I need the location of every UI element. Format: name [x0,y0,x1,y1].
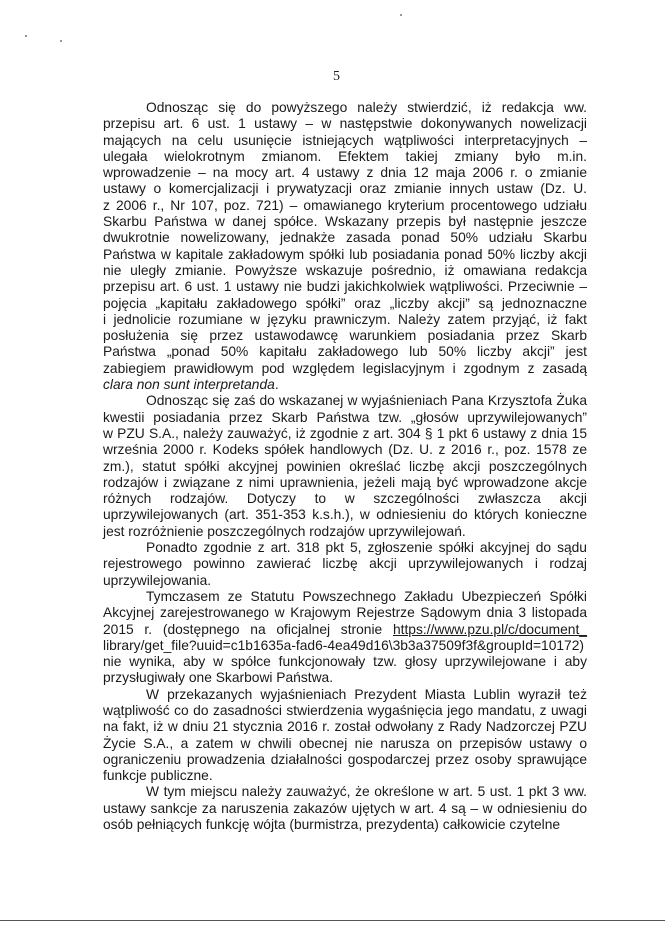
text-line: Skarbu Państwa w danej spółce. Wskazany przepis był następnie jeszcze [103,214,587,230]
text-line: W przekazanych wyjaśnieniach Prezydent Miasta Lublin wyraził też [146,686,587,702]
text-fragment: 2015 r. (dostępnego na oficjalnej stronie [103,621,393,637]
text-line: z 2006 r., Nr 107, poz. 721) – omawianego kryterium procentowego udziału [103,197,587,213]
text-line: ustawy sankcje za naruszenia zakazów ujętych w art. 4 są – w odniesieniu do [103,800,587,816]
paragraph [103,393,587,540]
text-line: nie uległy zmianie. Powyższe wskazuje pośrednio, iż omawiana redakcja [103,262,587,278]
text-line: ulegała wielokrotnym zmianom. Efektem takiej zmiany było m.in. [103,148,587,164]
text-line: funkcje publiczne. [103,768,213,784]
text-line: Akcyjnej zarejestrowanego w Krajowym Rejestrze Sądowym dnia 3 listopada [103,605,587,621]
text-line: zabiegiem prawidłowym pod względem legislacyjnym i zgodnym z zasadą [103,360,587,376]
latin-phrase: clara non sunt interpretanda [103,377,275,393]
text-line: ograniczeniu prowadzenia działalności gospodarczej przez osoby sprawujące [103,751,587,767]
text-line: Odnosząc się do powyższego należy stwierdzić, iż redakcja ww. [146,100,587,115]
text-line: uprzywilejowania. [103,572,212,588]
document-body [103,100,587,833]
paragraph [103,100,587,393]
text-line: w PZU S.A., należy zauważyć, iż zgodnie z art. 304 § 1 pkt 6 ustawy z dnia 15 [103,425,587,441]
text-line: pojęcia „kapitału zakładowego spółki” oraz „liczby akcji” są jednoznaczne [103,295,587,311]
text-line: uprzywilejowanych (art. 351-353 k.s.h.), w odniesieniu do których konieczne [103,507,587,523]
text-line: ustawy o komercjalizacji i prywatyzacji oraz zmianie innych ustaw (Dz. U. [103,181,587,197]
text-line: mających na celu usunięcie istniejących wątpliwości interpretacyjnych – [103,132,587,148]
text-line: przepisu art. 6 ust. 1 ustawy – w następstwie dokonywanych nowelizacji [103,116,587,132]
paragraph [103,687,587,785]
text-line: Ponadto zgodnie z art. 318 pkt 5, zgłoszenie spółki akcyjnej do sądu [146,540,587,556]
text-line: rodzajów i związane z nimi uprawnienia, jeżeli mają być wprowadzone akcje [103,474,587,490]
text-line: na fakt, iż w dniu 21 stycznia 2016 r. został odwołany z Rady Nadzorczej PZU [103,719,587,735]
footer-rule [0,920,665,921]
text-line: zm.), statut spółki akcyjnej powinien określać liczbę akcji poszczególnych [103,458,587,474]
statute-url-link[interactable]: https://www.pzu.pl/c/document_ [392,621,587,637]
text-line: rejestrowego powinno zawierać liczbę akcji uprzywilejowanych i rodzaj [103,556,587,572]
text-line: przysługiwały one Skarbowi Państwa. [103,670,334,686]
text-line [103,622,587,638]
scan-speck [25,35,27,37]
paragraph [103,540,587,589]
paragraph [103,784,587,833]
text-line [103,377,587,393]
text-line: dwukrotnie nowelizowany, jednakże zasada ponad 50% udziału Skarbu [103,230,587,246]
paragraph [103,589,587,687]
text-line: września 2000 r. Kodeks spółek handlowych (Dz. U. z 2016 r., poz. 1578 ze [103,442,587,458]
text-line: wątpliwość co do zasadności stwierdzenia wygaśnięcia jego mandatu, z uwagi [103,702,587,718]
text-line: osób pełniących funkcję wójta (burmistrza, prezydenta) całkowicie czytelne [103,817,561,833]
text-line: przepisu art. 6 ust. 1 ustawy nie budzi jakichkolwiek wątpliwości. Przeciwnie – [103,279,587,295]
page-number: 5 [333,69,340,84]
text-line: Państwa w kapitale zakładowym spółki lub posiadania ponad 50% liczby akcji [103,246,587,262]
text-line: Państwa „ponad 50% kapitału zakładowego lub 50% liczby akcji” jest [103,344,587,360]
text-line: różnych rodzajów. Dotyczy to w szczególności zwłaszcza akcji [103,491,587,507]
text-line: nie wynika, aby w spółce funkcjonowały tzw. głosy uprzywilejowane i aby [103,654,587,670]
text-line: W tym miejscu należy zauważyć, że określone w art. 5 ust. 1 pkt 3 ww. [146,784,587,800]
text-line: wprowadzenie – na mocy art. 4 ustawy z dnia 12 maja 2006 r. o zmianie [103,165,587,181]
text-line: Odnosząc się zaś do wskazanej w wyjaśnieniach Pana Krzysztofa Żuka [146,393,587,409]
scan-speck [60,40,62,42]
text-line: Tymczasem ze Statutu Powszechnego Zakładu Ubezpieczeń Spółki [146,588,587,604]
text-line: Życie S.A., a zatem w chwili obecnej nie narusza on przepisów ustawy o [103,735,587,751]
text-line: posłużenia się przez ustawodawcę warunkiem posiadania przez Skarb [103,328,587,344]
text-line: jest rozróżnienie poszczególnych rodzajów uprzywilejowań. [103,523,466,539]
text-line: library/get_file?uuid=c1b1635a-fad6-4ea49d16\3b3a37509f3f&groupId=10172) [103,637,584,653]
text-line: kwestii posiadania przez Skarb Państwa tzw. „głosów uprzywilejowanych” [103,409,587,425]
text-fragment: . [274,377,279,393]
scan-speck [400,14,402,16]
text-line: i jednolicie rozumiane w języku prawniczym. Należy zatem przyjąć, iż fakt [103,311,587,327]
